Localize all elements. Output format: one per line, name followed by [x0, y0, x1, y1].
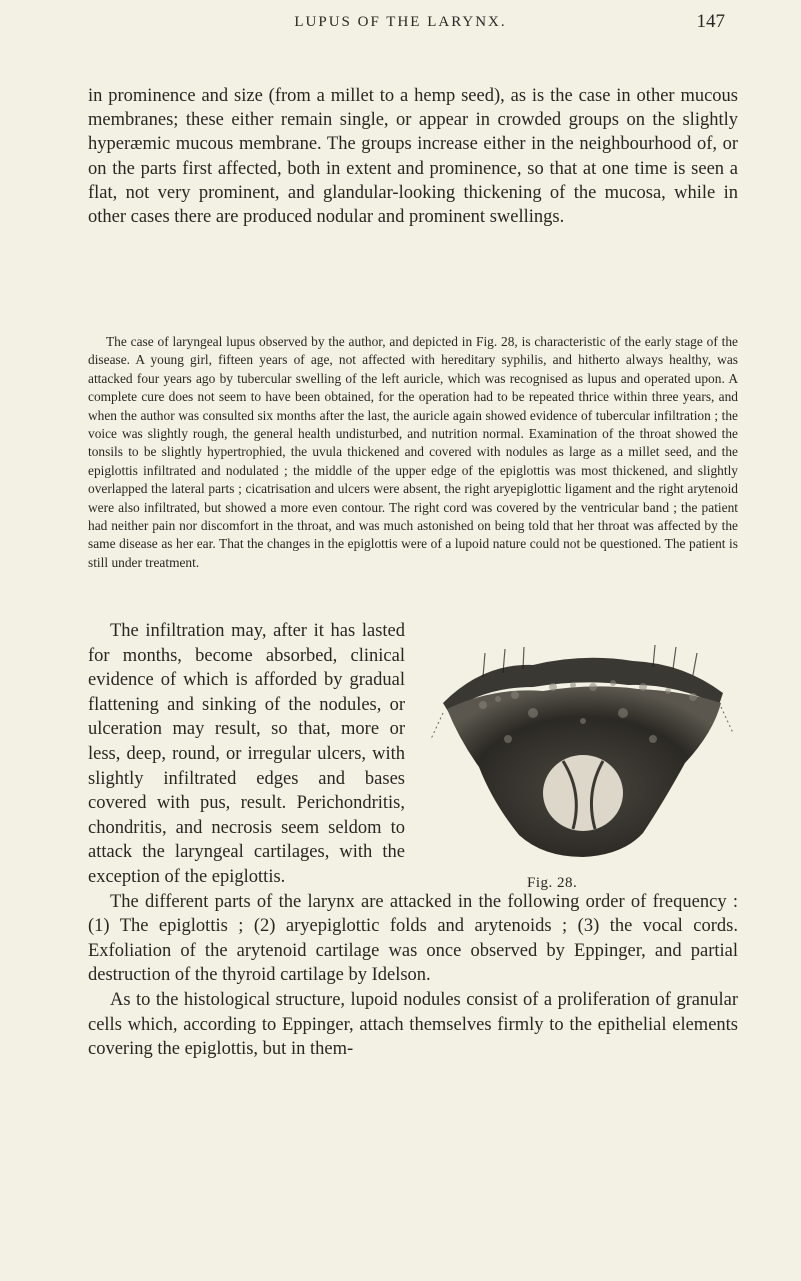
- running-head: [0, 10, 801, 36]
- paragraph-frequency-order: The different parts of the larynx are attacked in the following order of frequency : (1) The epiglottis ; (2) aryepiglottic folds and arytenoids ; (3) the vocal cords. Exfoliation of the arytenoid cartilage was once observed by Eppinger, and partial destruction of the thyroid cartilage by Idelson.: [88, 891, 738, 986]
- figure-28: [423, 643, 738, 891]
- larynx-illustration: [423, 643, 738, 865]
- main-text-flow: [88, 619, 738, 1062]
- figure-caption: Fig. 28.: [527, 875, 578, 891]
- paragraph-nodule-description: in prominence and size (from a millet to a hemp seed), as is the case in other mucous membranes; these either remain single, or appear in crowded groups on the slightly hyperæmic mucous membrane. The groups increase either in the neighbourhood of, or on the parts first affected, both in extent and prominence, so that at one time is seen a flat, not very prominent, and glandular-looking thickening of the mucosa, while in other cases there are produced nodular and prominent swellings.: [88, 86, 738, 228]
- case-report-paragraph: The case of laryngeal lupus observed by the author, and depicted in Fig. 28, is characteristic of the early stage of the disease. A young girl, fifteen years of age, not affected with hereditary syphilis, and hitherto always healthy, was attacked four years ago by tubercular swelling of the left auricle, which was recognised as lupus and operated upon. A complete cure does not seem to have been obtained, for the operation had to be repeated thrice within three years, and when the author was consulted six months after the last, the auricle again showed evidence of tubercular infiltration ; the voice was slightly rough, the general health undisturbed, and nutrition normal. Examination of the throat showed the tonsils to be slightly hypertrophied, the uvula thickened and covered with nodules as large as a millet seed, and the epiglottis infiltrated and nodulated ; the middle of the upper edge of the epiglottis was most thickened, and slightly overlapped the lateral parts ; cicatrisation and ulcers were absent, the right aryepiglottic ligament and the right arytenoid were also infiltrated, but showed a more even contour. The right cord was covered by the ventricular band ; the patient had neither pain nor discomfort in the throat, and was much astonished on being told that her throat was affected by the same disease as her ear. That the changes in the epiglottis were of a lupoid nature could not be questioned. The patient is still under treatment.: [88, 334, 738, 570]
- running-title: LUPUS OF THE LARYNX.: [294, 14, 507, 30]
- paragraph-infiltration: The infiltration may, after it has lasted for months, become absorbed, clinical evidence of which is afforded by gradual flattening and sinking of the nodules, or ulceration may result, so that, more or less, deep, round, or irregular ulcers, with slightly infiltrated edges and bases covered with pus, result. Perichondritis, chondritis, and necrosis seem seldom to attack the laryngeal cartilages, with the exception of the epiglottis.: [88, 621, 405, 887]
- page-number: 147: [696, 11, 725, 32]
- paragraph-histology: As to the histological structure, lupoid nodules consist of a proliferation of granular cells which, according to Eppinger, attach themselves firmly to the epithelial elements covering the epiglottis, but in them-: [88, 989, 738, 1060]
